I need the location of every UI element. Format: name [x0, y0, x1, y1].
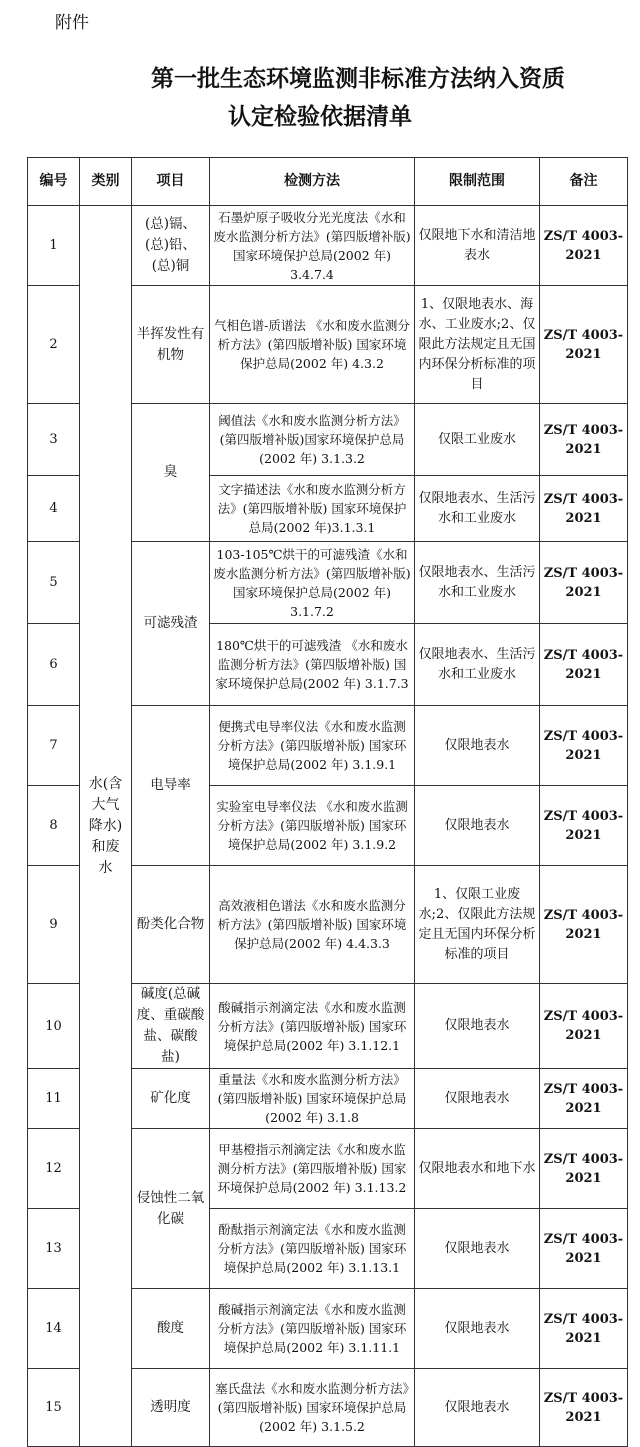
item-cell: 酚类化合物	[132, 866, 210, 984]
document-title-line-1: 第一批生态环境监测非标准方法纳入资质	[151, 65, 565, 92]
item-cell: 侵蚀性二氧化碳	[132, 1129, 210, 1289]
note-cell: ZS/T 4003-2021	[540, 206, 628, 286]
item-cell: 透明度	[132, 1369, 210, 1447]
attachment-label: 附件	[55, 13, 89, 33]
row-number: 14	[28, 1289, 80, 1369]
header-method: 检测方法	[210, 158, 415, 206]
method-cell: 气相色谱-质谱法 《水和废水监测分析方法》(第四版增补版) 国家环境保护总局(2002 年) 4.3.2	[210, 286, 415, 404]
limit-cell: 1、仅限地表水、海水、工业废水;2、仅限此方法规定且无国内环保分析标准的项目	[415, 286, 540, 404]
row-number: 1	[28, 206, 80, 286]
note-cell: ZS/T 4003-2021	[540, 1129, 628, 1209]
limit-cell: 仅限地表水	[415, 1069, 540, 1129]
note-cell: ZS/T 4003-2021	[540, 706, 628, 786]
document-title-line-2: 认定检验依据清单	[228, 103, 412, 130]
row-number: 15	[28, 1369, 80, 1447]
header-limit: 限制范围	[415, 158, 540, 206]
row-number: 10	[28, 984, 80, 1069]
limit-cell: 仅限地表水	[415, 1289, 540, 1369]
limit-cell: 仅限地表水、生活污水和工业废水	[415, 542, 540, 624]
method-cell: 酸碱指示剂滴定法《水和废水监测分析方法》(第四版增补版) 国家环境保护总局(2002 年) 3.1.11.1	[210, 1289, 415, 1369]
item-cell: 可滤残渣	[132, 542, 210, 706]
limit-cell: 仅限地表水和地下水	[415, 1129, 540, 1209]
limit-cell: 1、仅限工业废水;2、仅限此方法规定且无国内环保分析标准的项目	[415, 866, 540, 984]
item-cell: (总)镉、(总)铅、(总)铜	[132, 206, 210, 286]
method-cell: 塞氏盘法《水和废水监测分析方法》(第四版增补版) 国家环境保护总局(2002 年) 3.1.5.2	[210, 1369, 415, 1447]
note-cell: ZS/T 4003-2021	[540, 866, 628, 984]
method-cell: 酚酞指示剂滴定法《水和废水监测分析方法》(第四版增补版) 国家环境保护总局(2002 年) 3.1.13.1	[210, 1209, 415, 1289]
item-cell: 半挥发性有机物	[132, 286, 210, 404]
limit-cell: 仅限地表水	[415, 786, 540, 866]
item-cell: 臭	[132, 404, 210, 542]
header-category: 类别	[80, 158, 132, 206]
method-cell: 实验室电导率仪法 《水和废水监测分析方法》(第四版增补版) 国家环境保护总局(2002 年) 3.1.9.2	[210, 786, 415, 866]
method-cell: 180℃烘干的可滤残渣 《水和废水监测分析方法》(第四版增补版) 国家环境保护总局(2002 年) 3.1.7.3	[210, 624, 415, 706]
note-cell: ZS/T 4003-2021	[540, 1369, 628, 1447]
note-cell: ZS/T 4003-2021	[540, 476, 628, 542]
row-number: 9	[28, 866, 80, 984]
method-cell: 便携式电导率仪法《水和废水监测分析方法》(第四版增补版) 国家环境保护总局(2002 年) 3.1.9.1	[210, 706, 415, 786]
item-cell: 电导率	[132, 706, 210, 866]
item-cell: 碱度(总碱度、重碳酸盐、碳酸盐)	[132, 984, 210, 1069]
row-number: 7	[28, 706, 80, 786]
row-number: 5	[28, 542, 80, 624]
limit-cell: 仅限地表水	[415, 1209, 540, 1289]
note-cell: ZS/T 4003-2021	[540, 1069, 628, 1129]
note-cell: ZS/T 4003-2021	[540, 404, 628, 476]
method-cell: 甲基橙指示剂滴定法《水和废水监测分析方法》(第四版增补版) 国家环境保护总局(2002 年) 3.1.13.2	[210, 1129, 415, 1209]
limit-cell: 仅限地表水、生活污水和工业废水	[415, 624, 540, 706]
limit-cell: 仅限地表水、生活污水和工业废水	[415, 476, 540, 542]
note-cell: ZS/T 4003-2021	[540, 542, 628, 624]
method-cell: 103-105℃烘干的可滤残渣《水和废水监测分析方法》(第四版增补版) 国家环境保护总局(2002 年) 3.1.7.2	[210, 542, 415, 624]
limit-cell: 仅限工业废水	[415, 404, 540, 476]
item-cell: 矿化度	[132, 1069, 210, 1129]
row-number: 6	[28, 624, 80, 706]
item-cell: 酸度	[132, 1289, 210, 1369]
note-cell: ZS/T 4003-2021	[540, 286, 628, 404]
row-number: 12	[28, 1129, 80, 1209]
note-cell: ZS/T 4003-2021	[540, 1289, 628, 1369]
method-cell: 阈值法《水和废水监测分析方法》(第四版增补版)国家环境保护总局(2002 年) 3.1.3.2	[210, 404, 415, 476]
limit-cell: 仅限地表水	[415, 1369, 540, 1447]
row-number: 8	[28, 786, 80, 866]
row-number: 2	[28, 286, 80, 404]
row-number: 13	[28, 1209, 80, 1289]
limit-cell: 仅限地表水	[415, 706, 540, 786]
method-cell: 文字描述法《水和废水监测分析方法》(第四版增补版) 国家环境保护总局(2002 年)3.1.3.1	[210, 476, 415, 542]
limit-cell: 仅限地表水	[415, 984, 540, 1069]
table-row	[28, 206, 628, 286]
header-number: 编号	[28, 158, 80, 206]
header-item: 项目	[132, 158, 210, 206]
method-cell: 重量法《水和废水监测分析方法》(第四版增补版) 国家环境保护总局(2002 年) 3.1.8	[210, 1069, 415, 1129]
method-cell: 酸碱指示剂滴定法《水和废水监测分析方法》(第四版增补版) 国家环境保护总局(2002 年) 3.1.12.1	[210, 984, 415, 1069]
category-cell: 水(含大气降水)和废水	[80, 206, 132, 1447]
row-number: 3	[28, 404, 80, 476]
header-note: 备注	[540, 158, 628, 206]
row-number: 11	[28, 1069, 80, 1129]
note-cell: ZS/T 4003-2021	[540, 624, 628, 706]
table-header-row	[28, 158, 628, 206]
note-cell: ZS/T 4003-2021	[540, 1209, 628, 1289]
note-cell: ZS/T 4003-2021	[540, 984, 628, 1069]
method-cell: 高效液相色谱法《水和废水监测分析方法》(第四版增补版) 国家环境保护总局(2002 年) 4.4.3.3	[210, 866, 415, 984]
row-number: 4	[28, 476, 80, 542]
method-cell: 石墨炉原子吸收分光光度法《水和废水监测分析方法》(第四版增补版) 国家环境保护总局(2002 年) 3.4.7.4	[210, 206, 415, 286]
method-list-table	[27, 157, 628, 1447]
limit-cell: 仅限地下水和清洁地表水	[415, 206, 540, 286]
note-cell: ZS/T 4003-2021	[540, 786, 628, 866]
